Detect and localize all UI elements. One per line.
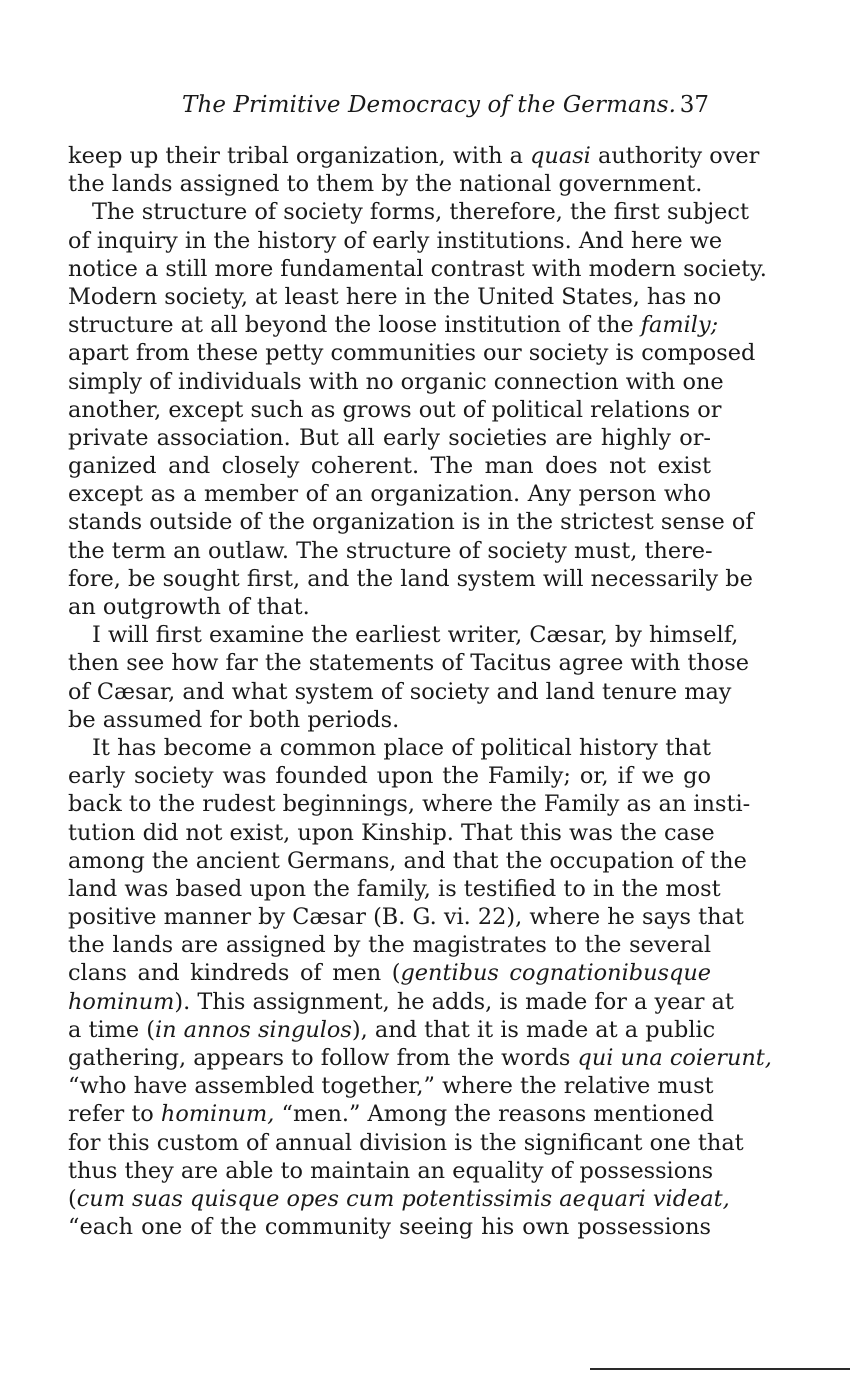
text-span: “who have assembled together,” where the relative must (68, 1073, 714, 1100)
text-span: the lands assigned to them by the national government. (68, 171, 703, 198)
text-span: ( (68, 1185, 77, 1212)
italic-text: quasi (530, 143, 591, 169)
text-line (68, 283, 722, 311)
text-line (68, 903, 744, 931)
page-number: 37 (679, 92, 709, 118)
text-line (68, 678, 732, 706)
text-span: an outgrowth of that. (68, 594, 310, 620)
text-line (68, 931, 711, 959)
text-line (68, 649, 750, 677)
bottom-rule (590, 1368, 850, 1370)
text-line (68, 734, 711, 762)
text-span: then see how far the statements of Tacitus agree with those (68, 650, 750, 677)
text-line (68, 198, 749, 226)
text-span: another, except such as grows out of political relations or (68, 396, 722, 423)
text-line (68, 537, 711, 565)
text-line (68, 1213, 711, 1241)
text-span: I will first examine the earliest writer, Cæsar, by himself, (92, 622, 739, 649)
text-span: except as a member of an organization. Any person who (68, 481, 711, 508)
text-span: the term an outlaw. The structure of society must, there- (68, 537, 713, 564)
text-line (68, 959, 711, 987)
text-span: It has become a common place of political history that (92, 734, 711, 761)
text-span: back to the rudest beginnings, where the Family as an insti- (68, 791, 751, 818)
text-span: tution did not exist, upon Kinship. That this was the case (68, 819, 715, 846)
text-span: gathering, appears to follow from the words (68, 1045, 578, 1071)
text-span: of inquiry in the history of early institutions. And here we (68, 227, 723, 254)
text-span: simply of individuals with no organic connection with one (68, 368, 724, 395)
text-span: ), and that it is made at a public (351, 1016, 716, 1043)
text-line (68, 311, 719, 339)
text-line (68, 819, 715, 847)
text-line (68, 565, 753, 593)
text-span: The structure of society forms, therefore, the first subject (92, 199, 749, 226)
text-line (68, 452, 711, 480)
text-span: authority over (590, 143, 760, 169)
italic-text: cum suas quisque opes cum potentissimis aequari videat, (76, 1185, 730, 1212)
text-span: be assumed for both periods. (68, 706, 400, 733)
text-line (68, 227, 723, 255)
text-span: early society was founded upon the Family; or, if we go (68, 763, 711, 790)
text-span: thus they are able to maintain an equality of possessions (68, 1157, 714, 1184)
text-line (68, 762, 711, 790)
italic-text: qui una coierunt, (577, 1045, 772, 1071)
text-line (68, 255, 767, 283)
text-span: among the ancient Germans, and that the occupation of the (68, 847, 747, 874)
paragraph (68, 734, 772, 1241)
text-line (68, 988, 734, 1016)
text-span: structure at all beyond the loose institution of the (68, 312, 641, 339)
text-line (68, 875, 721, 903)
running-title: The Primitive Democracy of the Germans. (182, 92, 677, 118)
text-line (68, 621, 739, 649)
text-line (68, 142, 760, 170)
text-line (68, 508, 754, 536)
text-line (68, 368, 724, 396)
text-line (68, 847, 747, 875)
text-line (68, 790, 751, 818)
text-line (68, 396, 722, 424)
text-span: Modern society, at least here in the United States, has no (68, 283, 722, 310)
text-span: notice a still more fundamental contrast with modern society. (68, 255, 767, 282)
paragraph (68, 198, 767, 621)
text-span: “each one of the community seeing his own possessions (68, 1214, 711, 1241)
text-line (68, 1185, 730, 1213)
text-line (68, 1072, 714, 1100)
text-span: keep up their tribal organization, with a (68, 143, 531, 169)
text-span: “men.” Among the reasons mentioned (274, 1101, 714, 1128)
text-span: positive manner by Cæsar (B. G. vi. 22), where he says that (68, 904, 744, 931)
text-span: refer to (68, 1101, 161, 1128)
text-span: land was based upon the family, is testified to in the most (68, 875, 721, 902)
italic-text: gentibus cognationibusque (400, 960, 711, 987)
text-line (68, 1157, 714, 1185)
text-span: private association. But all early societies are highly or- (68, 424, 711, 451)
text-line (68, 1129, 744, 1157)
text-line (68, 593, 711, 621)
body-text (68, 142, 772, 1241)
text-line (68, 1044, 772, 1072)
italic-text: family; (640, 312, 719, 339)
paragraph (68, 621, 750, 734)
text-span: ganized and closely coherent. The man does not exist (68, 453, 711, 480)
italic-text: in annos singulos (154, 1016, 352, 1043)
text-line (68, 170, 711, 198)
text-line (68, 424, 711, 452)
text-span: apart from these petty communities our society is composed (68, 340, 756, 367)
paragraph (68, 142, 760, 198)
page-header (70, 88, 713, 124)
text-line (68, 339, 756, 367)
text-span: clans and kindreds of men ( (68, 960, 401, 987)
text-span: fore, be sought first, and the land system will necessarily be (68, 565, 753, 592)
text-span: a time ( (68, 1016, 155, 1043)
text-span: of Cæsar, and what system of society and land tenure may (68, 678, 732, 705)
italic-text: hominum (68, 988, 175, 1015)
text-line (68, 1100, 714, 1128)
text-span: ). This assignment, he adds, is made for a year at (174, 988, 734, 1015)
text-line (68, 706, 711, 734)
text-line (68, 480, 711, 508)
text-line (68, 1016, 716, 1044)
text-span: for this custom of annual division is the significant one that (68, 1129, 744, 1156)
text-span: stands outside of the organization is in the strictest sense of (68, 509, 754, 536)
italic-text: hominum, (160, 1101, 275, 1128)
text-span: the lands are assigned by the magistrates to the several (68, 932, 711, 959)
